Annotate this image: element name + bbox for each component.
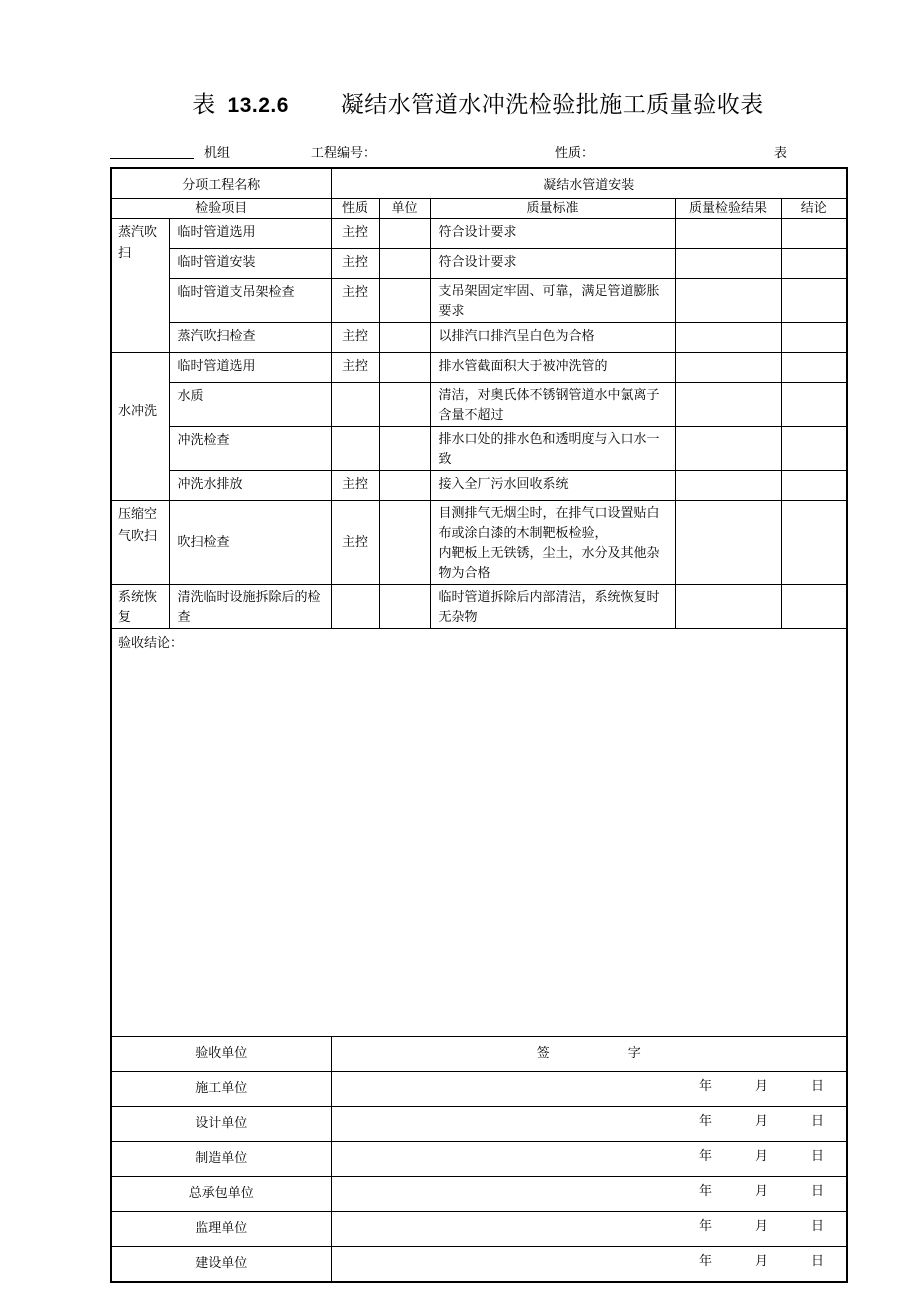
row-standard: 排水口处的排水色和透明度与入口水一致: [430, 426, 675, 470]
row-unit: [379, 322, 430, 352]
sign-row: [111, 1106, 847, 1141]
row-conclusion: [781, 278, 847, 322]
row-item: 水质: [169, 382, 331, 426]
row-item: 蒸汽吹扫检查: [169, 322, 331, 352]
sign-row: [111, 1246, 847, 1282]
sign-unit-name: 制造单位: [111, 1141, 331, 1176]
row-unit: [379, 352, 430, 382]
date-year: 年: [699, 1113, 713, 1129]
date-month: 月: [755, 1113, 769, 1129]
sign-field[interactable]: [331, 1071, 847, 1106]
row-nature: 主控: [331, 278, 379, 322]
row-nature: [331, 584, 379, 628]
sign-unit-name: 设计单位: [111, 1106, 331, 1141]
row-standard: 符合设计要求: [430, 248, 675, 278]
date-day: 日: [811, 1218, 825, 1234]
row-conclusion: [781, 500, 847, 584]
row-nature: 主控: [331, 470, 379, 500]
date-year: 年: [699, 1183, 713, 1199]
page-title: [0, 86, 920, 119]
table-row: [111, 470, 847, 500]
project-no-label: 工程编号：: [311, 146, 377, 161]
row-standard: 排水管截面积大于被冲洗管的: [430, 352, 675, 382]
date-month: 月: [755, 1218, 769, 1234]
row-nature: 主控: [331, 500, 379, 584]
date-month: 月: [755, 1078, 769, 1094]
col-header-standard: 质量标准: [430, 198, 675, 218]
row-nature: 主控: [331, 352, 379, 382]
row-item: 临时管道安装: [169, 248, 331, 278]
row-nature: 主控: [331, 322, 379, 352]
sub-project-label: 分项工程名称: [111, 168, 331, 198]
col-header-result: 质量检验结果: [675, 198, 781, 218]
row-unit: [379, 248, 430, 278]
row-item: 吹扫检查: [169, 500, 331, 584]
sign-row: [111, 1211, 847, 1246]
title-prefix: 表: [192, 92, 216, 118]
unit-label: 机组: [204, 146, 231, 161]
row-nature: 主控: [331, 248, 379, 278]
row-item: 冲洗检查: [169, 426, 331, 470]
sign-unit-name: 建设单位: [111, 1246, 331, 1282]
row-nature: 主控: [331, 218, 379, 248]
row-result: [675, 218, 781, 248]
table-row: [111, 218, 847, 248]
sign-field[interactable]: [331, 1176, 847, 1211]
row-result: [675, 278, 781, 322]
nature-label: 性质：: [555, 146, 595, 161]
sign-header-row: [111, 1036, 847, 1071]
sub-project-row: [111, 168, 847, 198]
table-row: [111, 426, 847, 470]
date-day: 日: [811, 1253, 825, 1269]
row-standard-line: 目测排气无烟尘时，在排气口设置贴白布或涂白漆的木制靶板检验，: [438, 505, 660, 541]
row-standard: 接入全厂污水回收系统: [430, 470, 675, 500]
sign-header: 签 字: [331, 1036, 847, 1071]
table-row: [111, 584, 847, 628]
sign-row: [111, 1176, 847, 1211]
date-year: 年: [699, 1148, 713, 1164]
row-item: 临时管道支吊架检查: [169, 278, 331, 322]
header-row: [111, 198, 847, 218]
date-day: 日: [811, 1113, 825, 1129]
col-header-nature: 性质: [331, 198, 379, 218]
row-conclusion: [781, 248, 847, 278]
date-month: 月: [755, 1253, 769, 1269]
row-standard: 符合设计要求: [430, 218, 675, 248]
col-header-unit: 单位: [379, 198, 430, 218]
row-conclusion: [781, 352, 847, 382]
date-day: 日: [811, 1148, 825, 1164]
row-result: [675, 322, 781, 352]
sign-field[interactable]: [331, 1141, 847, 1176]
row-nature: [331, 426, 379, 470]
row-item: 清洗临时设施拆除后的检查: [169, 584, 331, 628]
row-result: [675, 500, 781, 584]
row-unit: [379, 470, 430, 500]
row-result: [675, 470, 781, 500]
sign-unit-name: 施工单位: [111, 1071, 331, 1106]
row-result: [675, 248, 781, 278]
row-standard: 临时管道拆除后内部清洁，系统恢复时无杂物: [430, 584, 675, 628]
group-name: 压缩空气吹扫: [111, 500, 169, 584]
row-conclusion: [781, 382, 847, 426]
date-day: 日: [811, 1078, 825, 1094]
table-row: [111, 382, 847, 426]
row-result: [675, 584, 781, 628]
sign-field[interactable]: [331, 1106, 847, 1141]
row-standard: 支吊架固定牢固、可靠，满足管道膨胀要求: [430, 278, 675, 322]
table-label: 表: [774, 146, 788, 161]
row-unit: [379, 500, 430, 584]
table-row: [111, 352, 847, 382]
sub-project-value: 凝结水管道安装: [331, 168, 847, 198]
row-conclusion: [781, 470, 847, 500]
row-conclusion: [781, 426, 847, 470]
row-item: 临时管道选用: [169, 352, 331, 382]
col-header-item: 检验项目: [111, 198, 331, 218]
table-row: [111, 248, 847, 278]
row-item: 冲洗水排放: [169, 470, 331, 500]
table-row: [111, 500, 847, 584]
inspection-table: [110, 167, 848, 1283]
table-row: [111, 278, 847, 322]
row-standard: 清洁，对奥氏体不锈钢管道水中氯离子含量不超过: [430, 382, 675, 426]
group-name: 系统恢复: [111, 584, 169, 628]
group-name: 蒸汽吹扫: [111, 218, 169, 352]
title-number: 13.2.6: [227, 94, 289, 117]
conclusion-label: 验收结论：: [111, 628, 847, 1036]
table-row: [111, 322, 847, 352]
group-name: 水冲洗: [111, 352, 169, 500]
row-nature: [331, 382, 379, 426]
col-header-conclusion: 结论: [781, 198, 847, 218]
date-year: 年: [699, 1078, 713, 1094]
unit-blank-line: [110, 158, 194, 159]
conclusion-row: [111, 628, 847, 1036]
date-month: 月: [755, 1183, 769, 1199]
row-result: [675, 426, 781, 470]
sign-unit-header: 验收单位: [111, 1036, 331, 1071]
row-unit: [379, 426, 430, 470]
row-unit: [379, 584, 430, 628]
row-standard-line: 内靶板上无铁锈，尘土，水分及其他杂物为合格: [438, 545, 660, 581]
row-standard: [430, 500, 675, 584]
row-unit: [379, 278, 430, 322]
row-result: [675, 382, 781, 426]
sign-row: [111, 1141, 847, 1176]
sign-unit-name: 总承包单位: [111, 1176, 331, 1211]
sign-row: [111, 1071, 847, 1106]
date-month: 月: [755, 1148, 769, 1164]
row-standard: 以排汽口排汽呈白色为合格: [430, 322, 675, 352]
row-conclusion: [781, 584, 847, 628]
date-year: 年: [699, 1218, 713, 1234]
row-result: [675, 352, 781, 382]
row-unit: [379, 218, 430, 248]
sign-unit-name: 监理单位: [111, 1211, 331, 1246]
title-text: 凝结水管道水冲洗检验批施工质量验收表: [340, 92, 764, 118]
sign-field[interactable]: [331, 1211, 847, 1246]
date-day: 日: [811, 1183, 825, 1199]
sign-field[interactable]: [331, 1246, 847, 1282]
date-year: 年: [699, 1253, 713, 1269]
row-unit: [379, 382, 430, 426]
row-item: 临时管道选用: [169, 218, 331, 248]
row-conclusion: [781, 322, 847, 352]
row-conclusion: [781, 218, 847, 248]
